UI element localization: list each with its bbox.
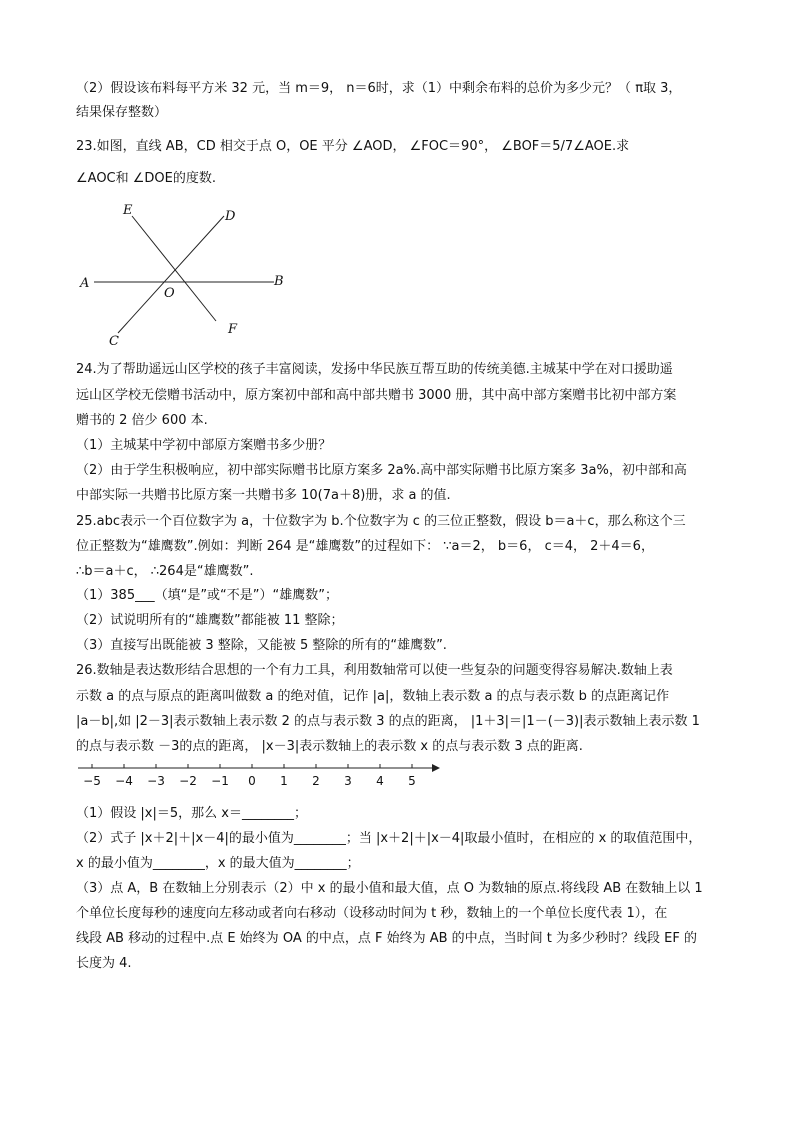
label-b: B — [274, 274, 284, 289]
text-line: 26.数轴是表达数形结合思想的一个有力工具，利用数轴常可以使一些复杂的问题变得容易解决.数轴上表 — [76, 663, 673, 678]
text-line: 23.如图，直线 AB，CD 相交于点 O，OE 平分 ∠AOD， ∠FOC＝90°， ∠BOF＝5/7∠AOE.求 — [76, 139, 630, 154]
tick-label: −4 — [115, 774, 133, 788]
text-line: 长度为 4. — [76, 956, 132, 971]
text-line: 赠书的 2 倍少 600 本. — [76, 413, 208, 428]
line-cd — [118, 216, 224, 333]
text-line: 远山区学校无偿赠书活动中，原方案初中部和高中部共赠书 3000 册，其中高中部方案赠书比初中部方案 — [76, 388, 677, 403]
ray-oe-of — [132, 216, 216, 321]
text-line: |a－b|,如 |2－3|表示数轴上表示数 2 的点与表示数 3 的点的距离， |1＋3|＝|1－(－3)|表示数轴上表示数 1 — [76, 714, 700, 729]
tick-label: −5 — [83, 774, 101, 788]
text-line: 的点与表示数 －3的点的距离， |x－3|表示数轴上的表示数 x 的点与表示数 3 点的距离. — [76, 739, 583, 754]
text-line: 25.abc表示一个百位数字为 a，十位数字为 b.个位数字为 c 的三位正整数，假设 b＝a＋c，那么称这个三 — [76, 514, 686, 529]
label-d: D — [225, 209, 236, 224]
tick-label: −1 — [211, 774, 229, 788]
text-line: 结果保存整数） — [76, 105, 168, 120]
tick-label: 0 — [248, 774, 256, 788]
label-o: O — [164, 286, 175, 301]
number-line — [76, 758, 446, 788]
text-line: （3）直接写出既能被 3 整除，又能被 5 整除的所有的“雄鹰数”. — [76, 638, 447, 653]
text-line: （3）点 A，B 在数轴上分别表示（2）中 x 的最小值和最大值，点 O 为数轴的原点.将线段 AB 在数轴上以 1 — [76, 881, 703, 896]
text-line: ∠AOC和 ∠DOE的度数. — [76, 171, 217, 186]
text-line: 个单位长度每秒的速度向左移动或者向右移动（设移动时间为 t 秒，数轴上的一个单位长度代表 1），在 — [76, 906, 668, 921]
tick-label: 1 — [280, 774, 288, 788]
text-line: 位正整数为“雄鹰数”.例如：判断 264 是“雄鹰数”的过程如下： ∵a＝2， b＝6， c＝4， 2＋4＝6， — [76, 539, 654, 554]
text-line: 线段 AB 移动的过程中.点 E 始终为 OA 的中点，点 F 始终为 AB 的中点，当时间 t 为多少秒时？线段 EF 的 — [76, 931, 697, 946]
label-c: C — [109, 334, 119, 349]
tick-label: −3 — [147, 774, 165, 788]
text-line: （2）式子 |x＋2|＋|x－4|的最小值为________；当 |x＋2|＋|x－4|取最小值时，在相应的 x 的取值范围中， — [76, 831, 702, 846]
tick-label: 2 — [312, 774, 320, 788]
text-line: 24.为了帮助遥远山区学校的孩子丰富阅读，发扬中华民族互帮互助的传统美德.主城某中学在对口援助遥 — [76, 362, 673, 377]
label-e: E — [123, 203, 133, 218]
tick-label: 5 — [408, 774, 416, 788]
text-line: （1）385___（填“是”或“不是”）“雄鹰数”； — [76, 588, 338, 603]
text-line: （2）试说明所有的“雄鹰数”都能被 11 整除； — [76, 613, 344, 628]
text-line: 示数 a 的点与原点的距离叫做数 a 的绝对值，记作 |a|，数轴上表示数 a 的点与表示数 b 的点距离记作 — [76, 689, 670, 704]
text-line: （2）假设该布料每平方米 32 元，当 m＝9， n＝6时，求（1）中剩余布料的总价为多少元？（ π取 3， — [76, 81, 682, 96]
label-a: A — [80, 276, 90, 291]
geometry-figure — [76, 196, 296, 356]
tick-label: 4 — [376, 774, 384, 788]
label-f: F — [228, 322, 238, 337]
text-line: ∴b＝a＋c， ∴264是“雄鹰数”. — [76, 564, 254, 579]
text-line: （2）由于学生积极响应，初中部实际赠书比原方案多 2a%.高中部实际赠书比原方案多 3a%，初中部和高 — [76, 463, 687, 478]
text-line: x 的最小值为________，x 的最大值为________； — [76, 856, 360, 871]
text-line: （1）主城某中学初中部原方案赠书多少册？ — [76, 438, 332, 453]
tick-label: −2 — [179, 774, 197, 788]
text-line: 中部实际一共赠书比原方案一共赠书多 10(7a＋8)册，求 a 的值. — [76, 488, 451, 503]
tick-label: 3 — [344, 774, 352, 788]
text-line: （1）假设 |x|＝5，那么 x＝________； — [76, 806, 307, 821]
arrow-icon — [432, 764, 440, 772]
